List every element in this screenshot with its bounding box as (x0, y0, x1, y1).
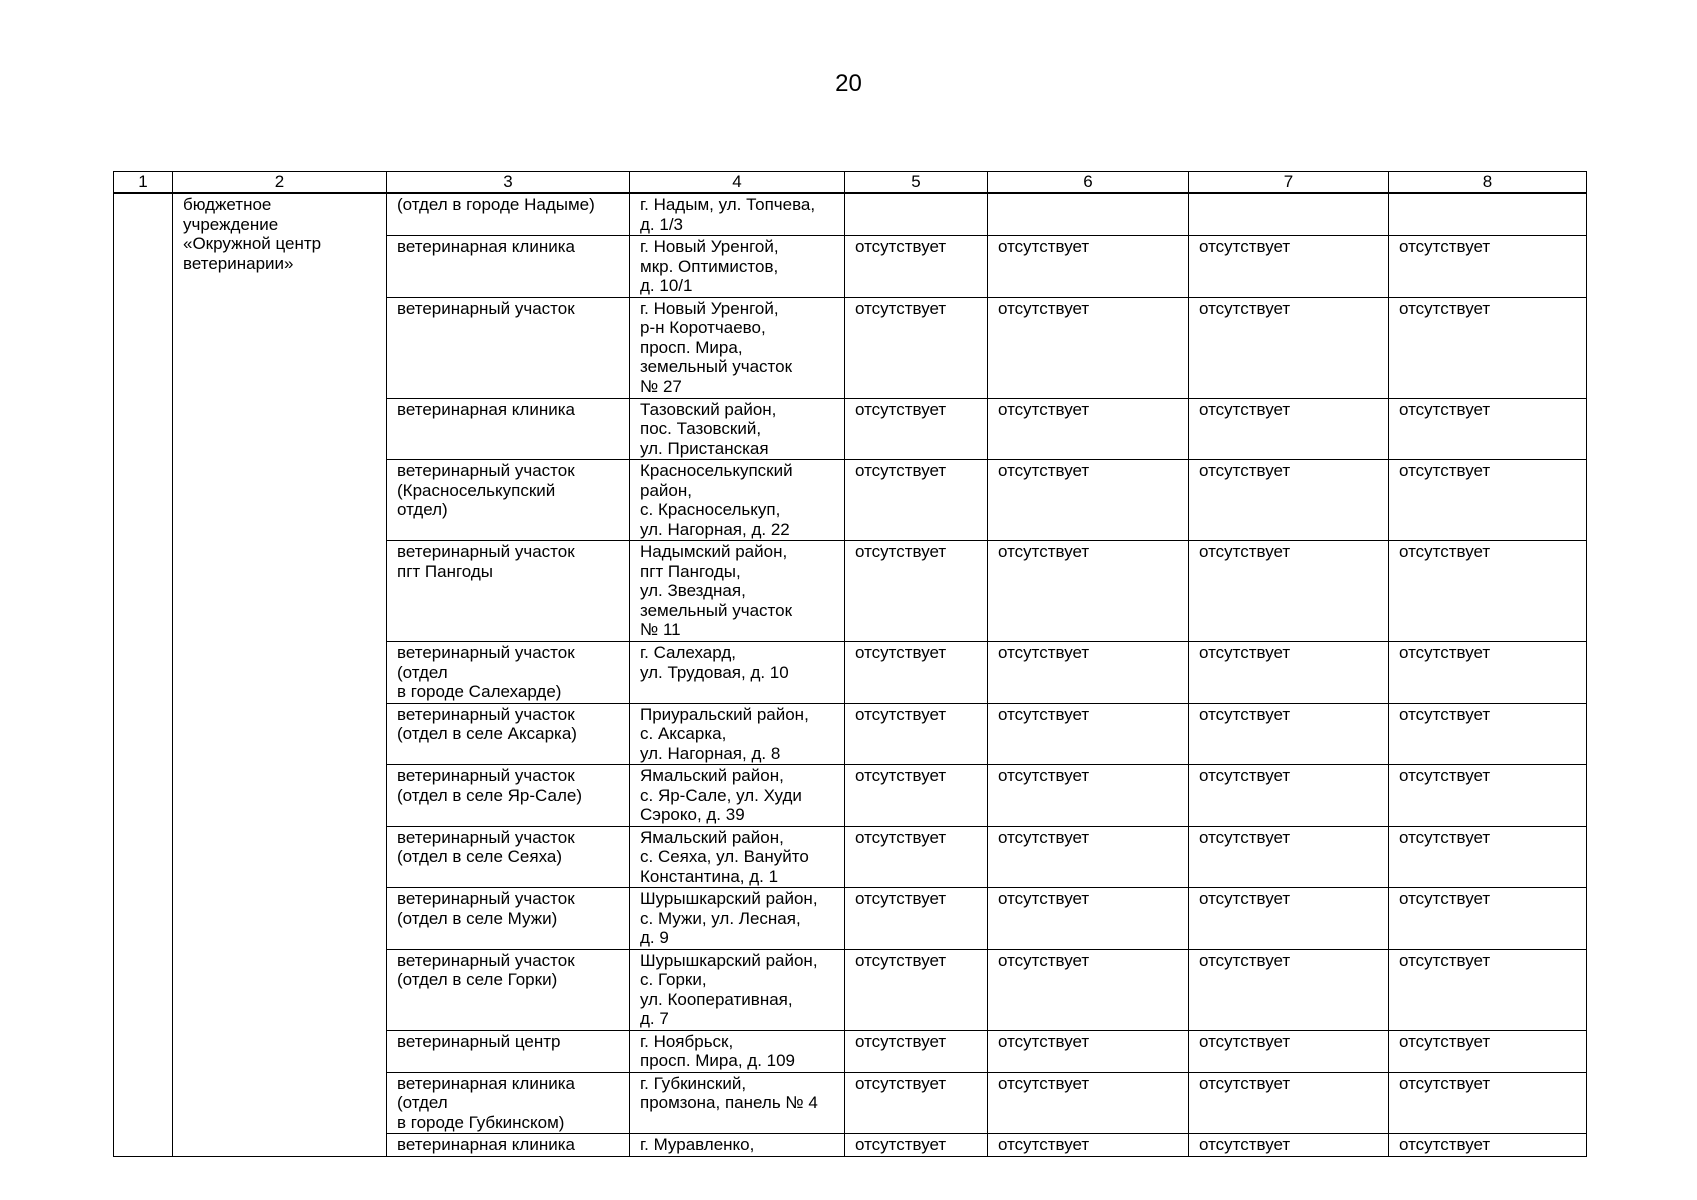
col5-cell: отсутствует (845, 1030, 988, 1072)
col6-cell: отсутствует (988, 949, 1189, 1030)
col5-cell: отсутствует (845, 703, 988, 765)
col7-cell: отсутствует (1189, 888, 1389, 950)
address-cell: г. Новый Уренгой, р-н Коротчаево, просп. Мира, земельный участок № 27 (630, 297, 845, 398)
col7-cell: отсутствует (1189, 541, 1389, 642)
col7-cell (1189, 193, 1389, 236)
col6-cell: отсутствует (988, 1072, 1189, 1134)
facility-cell: ветеринарная клиника (387, 236, 630, 298)
col8-cell: отсутствует (1389, 460, 1587, 541)
facility-cell: ветеринарный участок (отдел в селе Сеяха) (387, 826, 630, 888)
facility-cell: ветеринарный участок (отдел в городе Салехарде) (387, 642, 630, 704)
column-header: 1 (114, 172, 173, 194)
address-cell: Надымский район, пгт Пангоды, ул. Звездная, земельный участок № 11 (630, 541, 845, 642)
address-cell: Тазовский район, пос. Тазовский, ул. Пристанская (630, 398, 845, 460)
table-row (114, 193, 1587, 236)
address-cell: Приуральский район, с. Аксарка, ул. Нагорная, д. 8 (630, 703, 845, 765)
col5-cell: отсутствует (845, 460, 988, 541)
col8-cell: отсутствует (1389, 1134, 1587, 1157)
facility-cell: ветеринарный центр (387, 1030, 630, 1072)
address-cell: Ямальский район, с. Сеяха, ул. Вануйто Константина, д. 1 (630, 826, 845, 888)
col6-cell: отсутствует (988, 236, 1189, 298)
facility-cell: ветеринарная клиника (отдел в городе Губкинском) (387, 1072, 630, 1134)
col5-cell: отсутствует (845, 765, 988, 827)
address-cell: г. Салехард, ул. Трудовая, д. 10 (630, 642, 845, 704)
col7-cell: отсутствует (1189, 826, 1389, 888)
facility-cell: ветеринарный участок (отдел в селе Аксарка) (387, 703, 630, 765)
page-number: 20 (835, 70, 862, 97)
col7-cell: отсутствует (1189, 703, 1389, 765)
address-cell: г. Ноябрьск, просп. Мира, д. 109 (630, 1030, 845, 1072)
col8-cell: отсутствует (1389, 1030, 1587, 1072)
col5-cell: отсутствует (845, 541, 988, 642)
col8-cell: отсутствует (1389, 949, 1587, 1030)
col8-cell: отсутствует (1389, 642, 1587, 704)
facility-cell: ветеринарный участок (отдел в селе Яр-Сале) (387, 765, 630, 827)
col8-cell: отсутствует (1389, 826, 1587, 888)
col7-cell: отсутствует (1189, 1072, 1389, 1134)
column-header: 2 (173, 172, 387, 194)
facility-cell: ветеринарный участок (Красноселькупский отдел) (387, 460, 630, 541)
col6-cell: отсутствует (988, 1030, 1189, 1072)
address-cell: г. Муравленко, (630, 1134, 845, 1157)
address-cell: Ямальский район, с. Яр-Сале, ул. Худи Сэроко, д. 39 (630, 765, 845, 827)
col5-cell: отсутствует (845, 236, 988, 298)
col6-cell: отсутствует (988, 765, 1189, 827)
facility-cell: ветеринарная клиника (387, 1134, 630, 1157)
column-header: 6 (988, 172, 1189, 194)
col7-cell: отсутствует (1189, 297, 1389, 398)
facility-cell: ветеринарный участок (отдел в селе Мужи) (387, 888, 630, 950)
column-header: 8 (1389, 172, 1587, 194)
col5-cell: отсутствует (845, 642, 988, 704)
column-header: 4 (630, 172, 845, 194)
col8-cell: отсутствует (1389, 398, 1587, 460)
address-cell: г. Новый Уренгой, мкр. Оптимистов, д. 10/1 (630, 236, 845, 298)
col5-cell: отсутствует (845, 297, 988, 398)
address-cell: Шурышкарский район, с. Мужи, ул. Лесная, д. 9 (630, 888, 845, 950)
col7-cell: отсутствует (1189, 765, 1389, 827)
col8-cell (1389, 193, 1587, 236)
column-header: 5 (845, 172, 988, 194)
address-cell: г. Надым, ул. Топчева, д. 1/3 (630, 193, 845, 236)
col6-cell: отсутствует (988, 642, 1189, 704)
col6-cell: отсутствует (988, 1134, 1189, 1157)
facility-cell: ветеринарная клиника (387, 398, 630, 460)
row-number-cell (114, 193, 173, 1156)
address-cell: г. Губкинский, промзона, панель № 4 (630, 1072, 845, 1134)
col6-cell: отсутствует (988, 460, 1189, 541)
institution-name-cell: бюджетное учреждение «Окружной центр ветеринарии» (173, 193, 387, 1156)
col6-cell: отсутствует (988, 398, 1189, 460)
column-header: 7 (1189, 172, 1389, 194)
col6-cell: отсутствует (988, 297, 1189, 398)
col6-cell (988, 193, 1189, 236)
col8-cell: отсутствует (1389, 888, 1587, 950)
col7-cell: отсутствует (1189, 1030, 1389, 1072)
document-table (113, 171, 1587, 1157)
facility-cell: ветеринарный участок (отдел в селе Горки) (387, 949, 630, 1030)
col6-cell: отсутствует (988, 703, 1189, 765)
col5-cell: отсутствует (845, 826, 988, 888)
col8-cell: отсутствует (1389, 236, 1587, 298)
col8-cell: отсутствует (1389, 541, 1587, 642)
col8-cell: отсутствует (1389, 1072, 1587, 1134)
col8-cell: отсутствует (1389, 765, 1587, 827)
table-header-row (114, 172, 1587, 194)
col5-cell: отсутствует (845, 398, 988, 460)
col7-cell: отсутствует (1189, 398, 1389, 460)
col5-cell: отсутствует (845, 1072, 988, 1134)
col6-cell: отсутствует (988, 826, 1189, 888)
col7-cell: отсутствует (1189, 642, 1389, 704)
column-header: 3 (387, 172, 630, 194)
col7-cell: отсутствует (1189, 1134, 1389, 1157)
address-cell: Красноселькупский район, с. Красноселькуп, ул. Нагорная, д. 22 (630, 460, 845, 541)
address-cell: Шурышкарский район, с. Горки, ул. Кооперативная, д. 7 (630, 949, 845, 1030)
col6-cell: отсутствует (988, 541, 1189, 642)
col5-cell: отсутствует (845, 888, 988, 950)
col8-cell: отсутствует (1389, 297, 1587, 398)
col5-cell: отсутствует (845, 949, 988, 1030)
col5-cell: отсутствует (845, 1134, 988, 1157)
col7-cell: отсутствует (1189, 236, 1389, 298)
facility-cell: (отдел в городе Надыме) (387, 193, 630, 236)
col5-cell (845, 193, 988, 236)
col7-cell: отсутствует (1189, 949, 1389, 1030)
col8-cell: отсутствует (1389, 703, 1587, 765)
col6-cell: отсутствует (988, 888, 1189, 950)
col7-cell: отсутствует (1189, 460, 1389, 541)
facility-cell: ветеринарный участок (387, 297, 630, 398)
facility-cell: ветеринарный участок пгт Пангоды (387, 541, 630, 642)
